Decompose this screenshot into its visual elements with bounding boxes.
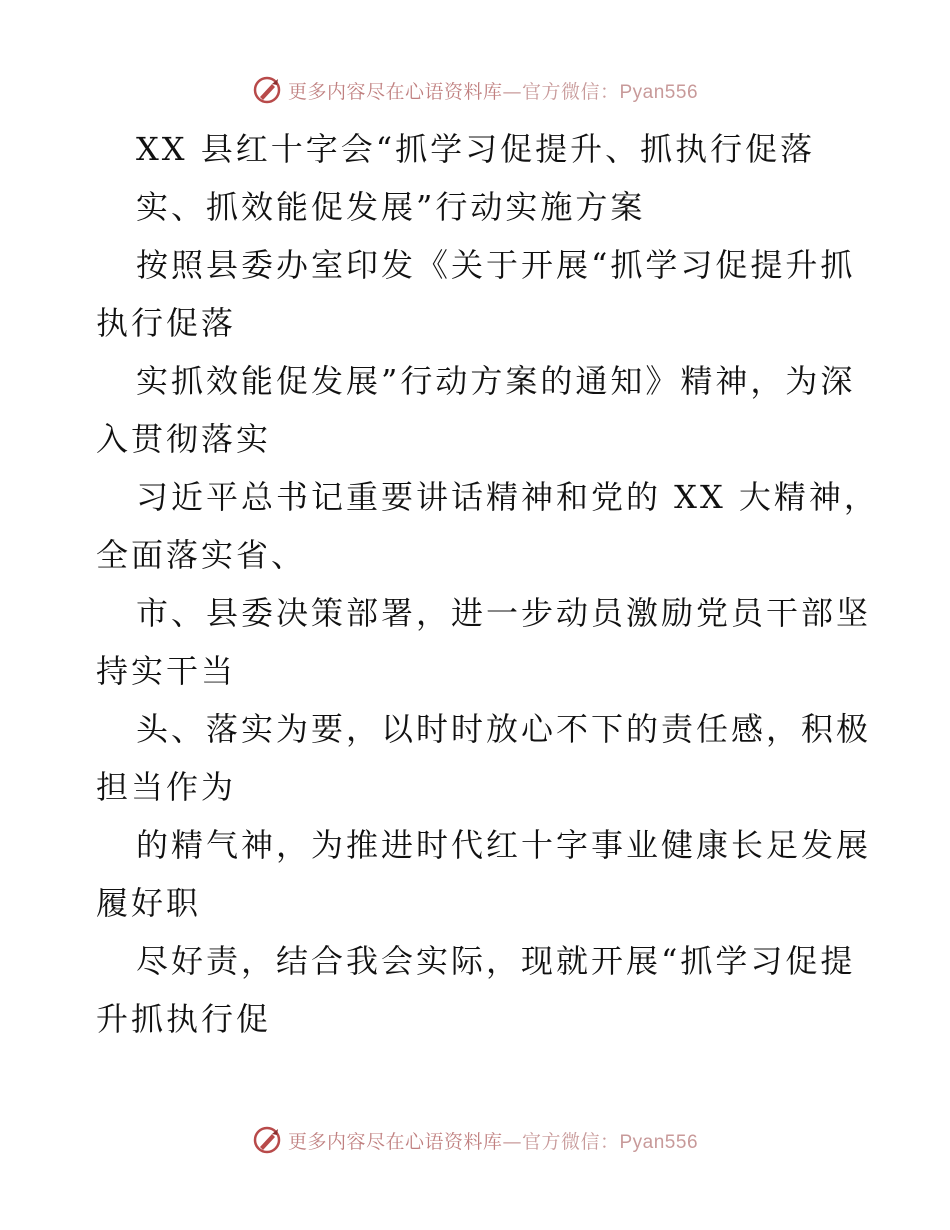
paragraph-line: 按照县委办室印发《关于开展“抓学习促提升抓: [136, 246, 856, 284]
quill-pen-icon: [252, 1125, 282, 1155]
paragraph-line: 履好职: [96, 884, 202, 922]
paragraph-line: 头、落实为要，以时时放心不下的责任感，积极: [136, 710, 872, 748]
paragraph-line: 担当作为: [96, 768, 237, 806]
watermark-separator: —: [502, 1130, 522, 1153]
watermark-text: [288, 1127, 698, 1154]
paragraph-line: 全面落实省、: [96, 536, 307, 574]
watermark-handle: Pyan556: [619, 1131, 699, 1153]
paragraph-line: 升抓执行促: [96, 1000, 272, 1038]
watermark-brand: 更多内容尽在心语资料库: [287, 80, 503, 103]
paragraph-line: 持实干当: [96, 652, 237, 690]
watermark-brand: 更多内容尽在心语资料库: [287, 1130, 503, 1153]
paragraph-line: 的精气神，为推进时代红十字事业健康长足发展: [136, 826, 872, 864]
watermark-label: 官方微信：: [521, 80, 620, 103]
paragraph-line: 习近平总书记重要讲话精神和党的 XX 大精神，: [136, 478, 879, 516]
watermark-label: 官方微信：: [521, 1130, 620, 1153]
paragraph-line: 入贯彻落实: [96, 420, 272, 458]
document-body: [96, 120, 879, 1048]
title-line-1: XX 县红十字会“抓学习促提升、抓执行促落: [136, 130, 816, 168]
paragraph-line: 尽好责，结合我会实际，现就开展“抓学习促提: [136, 942, 856, 980]
watermark-header: [0, 70, 950, 110]
watermark-handle: Pyan556: [619, 81, 699, 103]
paragraph-line: 实抓效能促发展”行动方案的通知》精神，为深: [136, 362, 856, 400]
paragraph-line: 执行促落: [96, 304, 237, 342]
title-line-2: 实、抓效能促发展”行动实施方案: [136, 188, 646, 226]
quill-pen-icon: [252, 75, 282, 105]
watermark-footer: [0, 1120, 950, 1160]
paragraph-line: 市、县委决策部署，进一步动员激励党员干部坚: [136, 594, 872, 632]
watermark-separator: —: [502, 80, 522, 103]
watermark-text: [288, 77, 698, 104]
